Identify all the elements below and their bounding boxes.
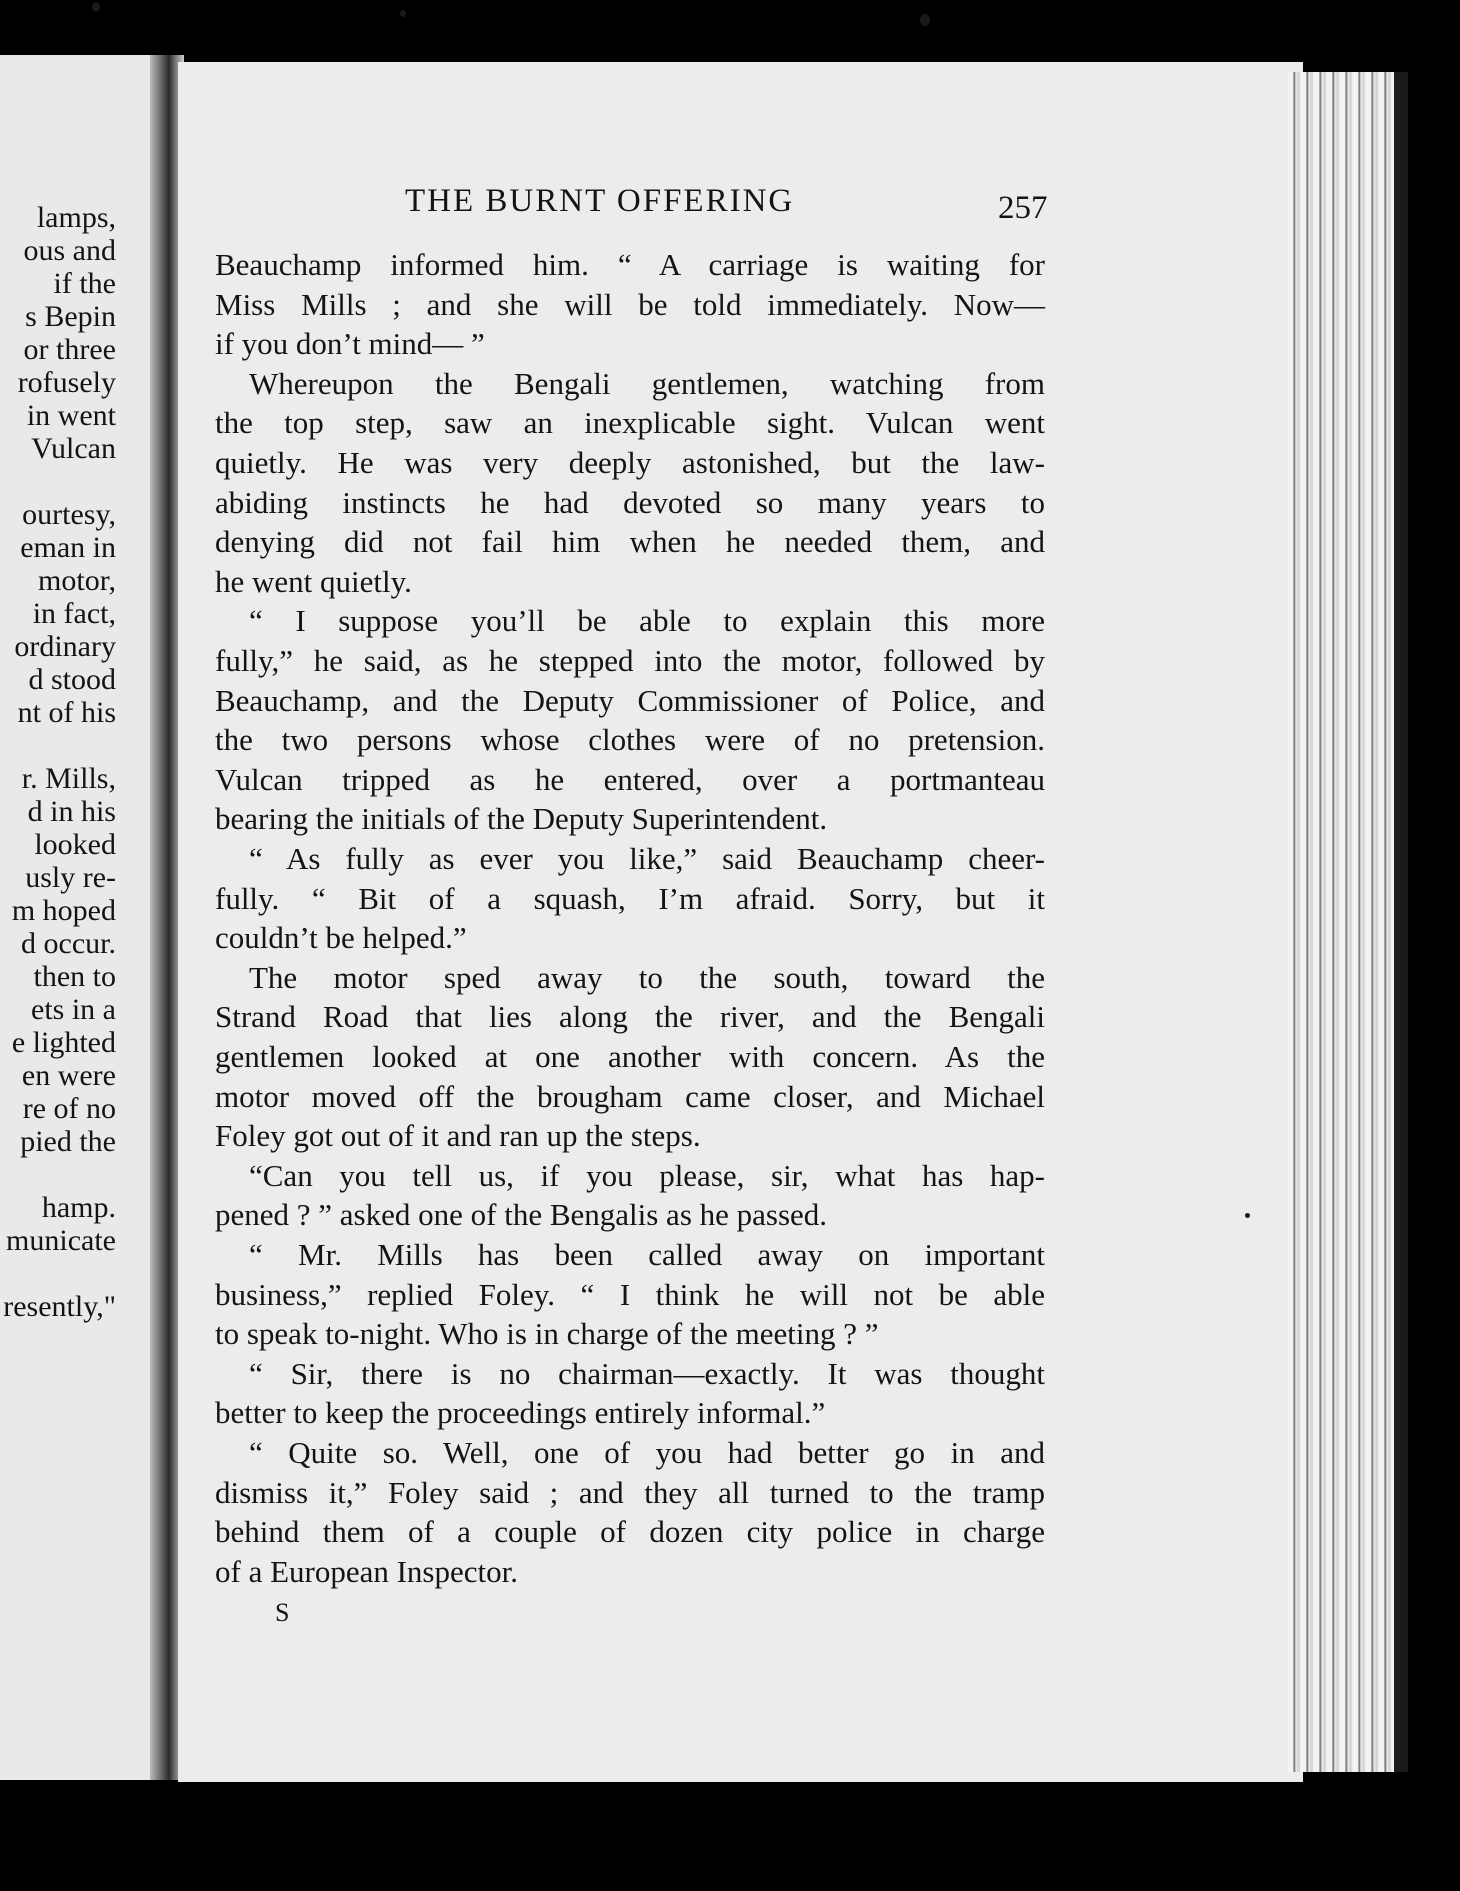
- text-line: “ Sir, there is no chairman—exactly. It was thought: [249, 1356, 1045, 1391]
- text-line: bearing the initials of the Deputy Superintendent.: [215, 801, 828, 836]
- text-line: dismiss it,” Foley said ; and they all turned to the tramp: [215, 1475, 1045, 1510]
- left-page-line: in fact,: [32, 597, 116, 630]
- text-line: pened ? ” asked one of the Bengalis as he passed.: [215, 1197, 828, 1232]
- left-page-line: pied the: [20, 1125, 116, 1158]
- text-line: Whereupon the Bengali gentlemen, watching from: [249, 366, 1045, 401]
- dust-speck: [92, 2, 100, 12]
- left-page-line: lamps,: [36, 201, 116, 234]
- left-page-line: r. Mills,: [21, 762, 116, 795]
- left-page-line: motor,: [38, 564, 116, 597]
- text-line: “ I suppose you’ll be able to explain this more: [249, 603, 1045, 638]
- text-line: quietly. He was very deeply astonished, but the law-: [215, 445, 1045, 480]
- running-title: THE BURNT OFFERING: [405, 183, 795, 219]
- text-line: business,” replied Foley. “ I think he will not be able: [215, 1277, 1045, 1312]
- left-page-line: municate: [6, 1224, 116, 1257]
- dust-speck: [1245, 1213, 1250, 1218]
- page-edge-shadow: [1394, 72, 1408, 1772]
- text-line: Beauchamp informed him. “ A carriage is waiting for: [215, 247, 1045, 282]
- left-page-line: eman in: [20, 531, 116, 564]
- left-page-line: ordinary: [14, 630, 116, 663]
- left-page-line: in went: [26, 399, 116, 432]
- text-line: “ Mr. Mills has been called away on important: [249, 1237, 1045, 1272]
- left-page-line: then to: [33, 960, 116, 993]
- left-page-line: re of no: [22, 1092, 116, 1125]
- left-page-line: resently,": [3, 1290, 116, 1323]
- left-page-line: d stood: [28, 663, 116, 696]
- left-page-line: or three: [23, 333, 116, 366]
- text-line: to speak to-night. Who is in charge of the meeting ? ”: [215, 1316, 879, 1351]
- text-line: couldn’t be helped.”: [215, 920, 467, 955]
- text-line: “ As fully as ever you like,” said Beauchamp cheer-: [249, 841, 1045, 876]
- text-line: The motor sped away to the south, toward the: [249, 960, 1045, 995]
- text-line: Beauchamp, and the Deputy Commissioner of Police, and: [215, 683, 1045, 718]
- page-edges: [1288, 72, 1400, 1772]
- page-number: 257: [998, 190, 1048, 226]
- text-line: of a European Inspector.: [215, 1554, 518, 1589]
- text-line: “ Quite so. Well, one of you had better go in and: [249, 1435, 1045, 1470]
- left-page-line: Vulcan: [31, 432, 116, 465]
- dust-speck: [400, 10, 406, 17]
- left-page-line: rofusely: [17, 366, 116, 399]
- text-line: Vulcan tripped as he entered, over a portmanteau: [215, 762, 1045, 797]
- text-line: the top step, saw an inexplicable sight. Vulcan went: [215, 405, 1045, 440]
- left-page-line: en were: [21, 1059, 116, 1092]
- left-page-line: d occur.: [21, 927, 116, 960]
- text-line: Miss Mills ; and she will be told immediately. Now—: [215, 287, 1045, 322]
- left-page-line: hamp.: [41, 1191, 116, 1224]
- text-line: denying did not fail him when he needed them, and: [215, 524, 1045, 559]
- left-page-line: nt of his: [17, 696, 116, 729]
- left-page-line: ets in a: [31, 993, 116, 1026]
- text-line: better to keep the proceedings entirely informal.”: [215, 1395, 826, 1430]
- left-page-line: e lighted: [11, 1026, 116, 1059]
- left-page-line: s Bepin: [25, 300, 116, 333]
- left-page-line: looked: [34, 828, 116, 861]
- text-line: “Can you tell us, if you please, sir, what has hap-: [249, 1158, 1045, 1193]
- left-page-fragment: [0, 55, 158, 1780]
- dust-speck: [920, 14, 930, 26]
- text-line: behind them of a couple of dozen city police in charge: [215, 1514, 1045, 1549]
- left-page-line: usly re-: [25, 861, 116, 894]
- left-page-line: ourtesy,: [22, 498, 116, 531]
- left-page-line: d in his: [27, 795, 116, 828]
- text-line: abiding instincts he had devoted so many years to: [215, 485, 1045, 520]
- signature-mark: S: [275, 1598, 290, 1627]
- text-line: motor moved off the brougham came closer, and Michael: [215, 1079, 1045, 1114]
- text-line: Strand Road that lies along the river, and the Bengali: [215, 999, 1045, 1034]
- left-page-line: m hoped: [11, 894, 116, 927]
- text-line: fully,” he said, as he stepped into the motor, followed by: [215, 643, 1045, 678]
- text-line: if you don’t mind— ”: [215, 326, 485, 361]
- text-line: gentlemen looked at one another with concern. As the: [215, 1039, 1045, 1074]
- left-page-line: ous and: [23, 234, 116, 267]
- left-page-line: if the: [53, 267, 116, 300]
- text-line: fully. “ Bit of a squash, I’m afraid. Sorry, but it: [215, 881, 1045, 916]
- text-line: he went quietly.: [215, 564, 412, 599]
- text-line: the two persons whose clothes were of no pretension.: [215, 722, 1045, 757]
- text-line: Foley got out of it and ran up the steps.: [215, 1118, 701, 1153]
